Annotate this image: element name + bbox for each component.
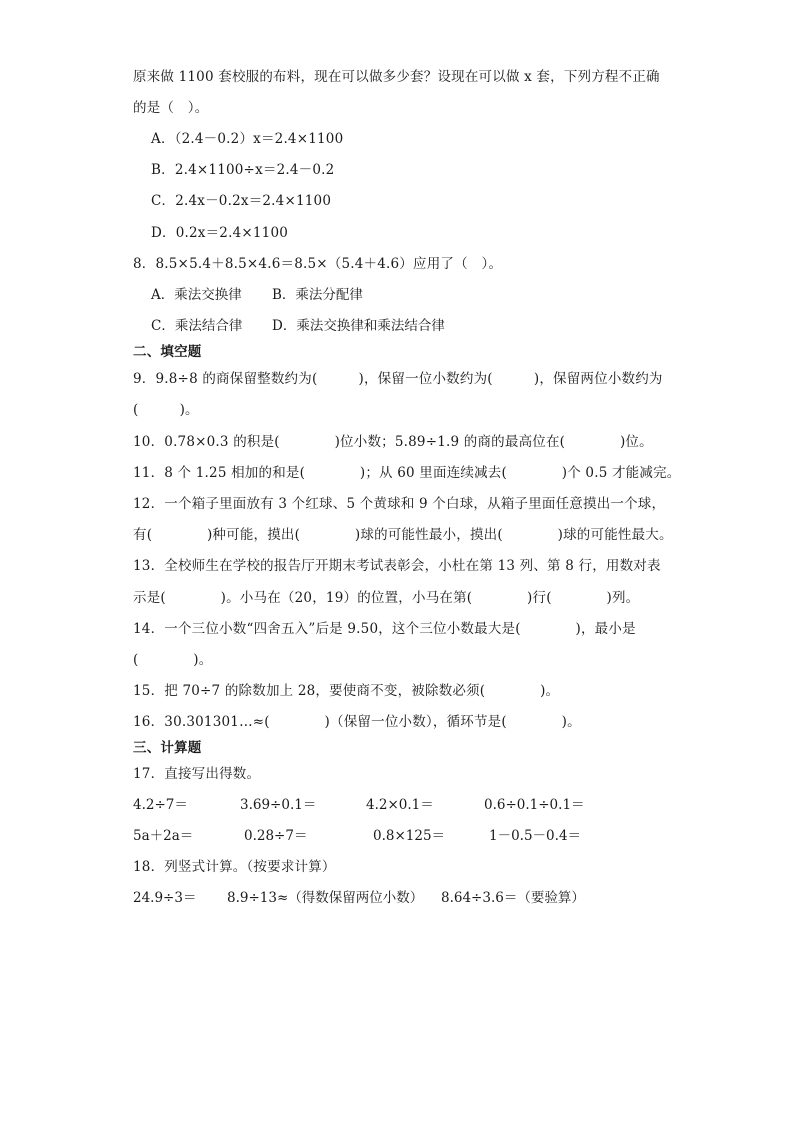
q9-line1: 9．9.8÷8 的商保留整数约为( )，保留一位小数约为( )，保留两位小数约为: [133, 371, 663, 387]
q18-stem: 18．列竖式计算。（按要求计算）: [133, 859, 336, 875]
q11-line1: 11．8 个 1.25 相加的和是( )；从 60 里面连续减去( )个 0.5 才能减完。: [133, 465, 681, 481]
q17-item-7: 0.8×125＝: [373, 828, 446, 844]
q17-item-1: 4.2÷7＝: [133, 797, 188, 813]
q7-stem-line1: 原来做 1100 套校服的布料，现在可以做多少套？设现在可以做 x 套，下列方程不正确: [133, 69, 660, 85]
q12-line1: 12．一个箱子里面放有 3 个红球、5 个黄球和 9 个白球，从箱子里面任意摸出一个球，: [133, 496, 666, 512]
q8-stem: 8．8.5×5.4＋8.5×4.6＝8.5×（5.4＋4.6）应用了（ ）。: [133, 256, 503, 272]
q14-line2: ( )。: [133, 652, 213, 668]
q9-line2: ( )。: [133, 402, 199, 418]
q8-option-d: D．乘法交换律和乘法结合律: [272, 318, 445, 334]
q8-option-b: B．乘法分配律: [272, 287, 363, 303]
q17-item-2: 3.69÷0.1＝: [240, 797, 317, 813]
q13-line2: 示是( )。小马在（20，19）的位置，小马在第( )行( )列。: [133, 590, 640, 606]
section-title-calculation: 三、计算题: [133, 740, 202, 756]
q12-line2: 有( )种可能，摸出( )球的可能性最小，摸出( )球的可能性最大。: [133, 527, 673, 543]
section-title-fill-in: 二、填空题: [133, 344, 202, 360]
q16-line1: 16．30.301301…≈( )（保留一位小数），循环节是( )。: [133, 714, 581, 730]
q17-item-4: 0.6÷0.1÷0.1＝: [484, 797, 585, 813]
q7-option-c: C．2.4x－0.2x＝2.4×1100: [151, 193, 332, 209]
q8-option-c: C．乘法结合律: [151, 318, 243, 334]
q17-item-8: 1－0.5－0.4＝: [489, 828, 582, 844]
q15-line1: 15．把 70÷7 的除数加上 28，要使商不变，被除数必须( )。: [133, 683, 560, 699]
q18-item-3: 8.64÷3.6＝（要验算）: [441, 890, 585, 906]
q13-line1: 13．全校师生在学校的报告厅开期末考试表彰会，小杜在第 13 列、第 8 行，用数对表: [133, 558, 661, 574]
q7-option-d: D．0.2x＝2.4×1100: [151, 225, 289, 241]
q18-item-1: 24.9÷3＝: [133, 890, 197, 906]
q10-line1: 10．0.78×0.3 的积是( )位小数；5.89÷1.9 的商的最高位在( )位。: [133, 434, 653, 450]
q17-item-5: 5a＋2a＝: [133, 828, 194, 844]
q14-line1: 14．一个三位小数“四舍五入”后是 9.50，这个三位小数最大是( )，最小是: [133, 621, 636, 637]
q7-option-a: A．（2.4－0.2）x＝2.4×1100: [151, 131, 344, 147]
q18-item-2: 8.9÷13≈（得数保留两位小数）: [227, 890, 424, 906]
q8-option-a: A．乘法交换律: [151, 287, 242, 303]
q17-stem: 17．直接写出得数。: [133, 766, 261, 782]
q7-option-b: B．2.4×1100÷x＝2.4－0.2: [151, 162, 335, 178]
q17-item-6: 0.28÷7＝: [244, 828, 308, 844]
q7-stem-line2: 的是（ ）。: [133, 100, 209, 116]
q17-item-3: 4.2×0.1＝: [366, 797, 434, 813]
